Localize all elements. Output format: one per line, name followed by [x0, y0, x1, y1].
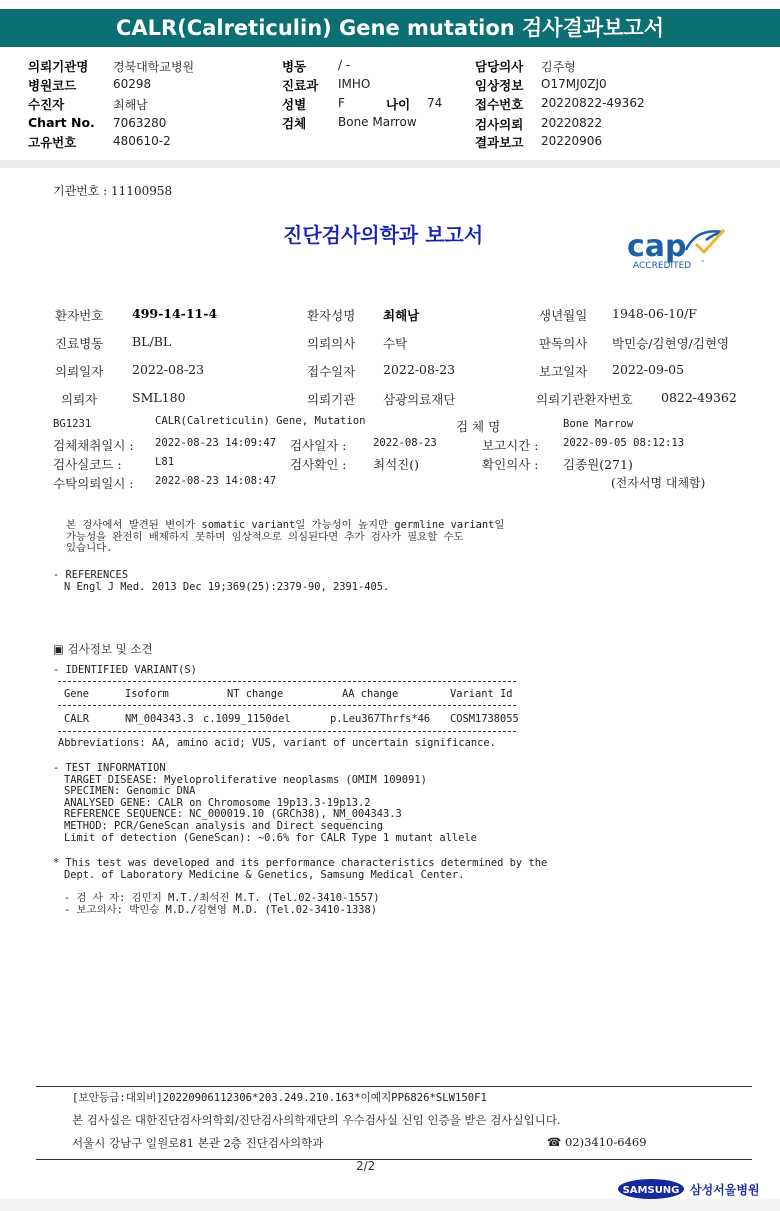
banner-title: CALR(Calreticulin) Gene mutation 검사결과보고서	[115, 16, 665, 40]
ward-label: 병동	[282, 59, 307, 74]
test-information	[53, 763, 477, 844]
cell-aa-change: p.Leu367Thrfs*46	[330, 713, 431, 725]
specimen-name-label: 검 체 명	[456, 419, 501, 434]
page-bottom-strip	[0, 1199, 780, 1211]
req-doctor-value: 수탁	[383, 336, 408, 351]
col-aa-change: AA change	[342, 688, 399, 700]
reading-doctor-value: 박민승/김현영/김현영	[612, 336, 730, 351]
patient-no-value: 499-14-11-4	[132, 306, 218, 321]
cell-isoform: NM_004343.3	[125, 713, 194, 725]
hospital-value: 경북대학교병원	[113, 60, 195, 74]
test-info-line: REFERENCE SEQUENCE: NC_000019.10 (GRCh38), NM_004343.3	[64, 808, 402, 821]
test-info-line: METHOD: PCR/GeneScan analysis and Direct sequencing	[64, 819, 384, 832]
chart-no-value: 7063280	[113, 116, 167, 130]
col-gene: Gene	[64, 688, 90, 700]
cell-gene: CALR	[64, 713, 90, 725]
cell-variant-id: COSM1738055	[450, 713, 519, 725]
test-info-heading: - TEST INFORMATION	[53, 762, 166, 774]
disclaimer	[53, 858, 547, 881]
req-patient-no-label: 의뢰기관환자번호	[536, 392, 633, 407]
ward2-value: BL/BL	[132, 334, 172, 349]
references-block	[53, 570, 389, 593]
report-date-label: 보고일자	[539, 364, 588, 379]
cap-accredited-logo	[626, 226, 726, 274]
address: 서울시 강남구 일원로81 본관 2층 진단검사의학과	[72, 1136, 324, 1150]
table-top-rule	[58, 681, 516, 682]
samsung-logo-kr: 삼성서울병원	[690, 1183, 758, 1197]
req-time-value: 2022-08-23 14:08:47	[155, 475, 277, 487]
birth-value: 1948-06-10/F	[612, 306, 697, 321]
comment-line: 가능성을 완전히 배제하지 못하며 임상적으로 의심된다면 추가 검사가 필요할 수도	[66, 530, 464, 543]
req-patient-no-value: 0822-49362	[661, 390, 737, 405]
test-code: BG1231	[53, 418, 92, 430]
request-date-label: 검사의뢰	[475, 117, 524, 132]
collect-label: 검체채취일시 :	[53, 438, 134, 453]
req-date-label: 의뢰일자	[55, 364, 104, 379]
report-title: 진단검사의학과 보고서	[283, 223, 484, 247]
receipt-no-label: 접수번호	[475, 97, 524, 112]
cap-logo-icon	[626, 226, 726, 274]
dept-value: IMHO	[338, 77, 371, 91]
staff-block	[64, 893, 380, 916]
req-institution-value: 삼광의료재단	[383, 392, 456, 407]
samsung-logo-en: SAMSUNG	[622, 1185, 680, 1196]
ward-value: / -	[338, 58, 351, 72]
header-separator	[0, 160, 780, 168]
disclaimer-line: Dept. of Laboratory Medicine & Genetics, Samsung Medical Center.	[64, 868, 465, 881]
comment-block	[66, 520, 504, 555]
receipt-date-label: 접수일자	[307, 364, 356, 379]
confirm-dr-label: 확인의사 :	[482, 457, 539, 472]
cell-nt-change: c.1099_1150del	[203, 713, 291, 725]
age-value: 74	[427, 96, 443, 110]
institution-number: 기관번호 : 11100958	[53, 184, 173, 198]
sex-label: 성별	[282, 97, 307, 112]
unique-no-value: 480610-2	[113, 134, 171, 148]
dept-label: 진료과	[282, 78, 319, 93]
requester-value: SML180	[132, 390, 186, 405]
test-name: CALR(Calreticulin) Gene, Mutation	[155, 415, 366, 427]
test-info-line: Limit of detection (GeneScan): ~0.6% for CALR Type 1 mutant allele	[64, 831, 477, 844]
req-doctor-label: 의뢰의사	[307, 336, 356, 351]
hospital-code-label: 병원코드	[28, 78, 77, 93]
table-bottom-rule	[58, 731, 516, 732]
specimen-name-value: Bone Marrow	[563, 418, 634, 430]
request-date-value: 20220822	[541, 116, 603, 130]
lab-code-value: L81	[155, 456, 175, 468]
hospital-label: 의뢰기관명	[28, 59, 89, 74]
lab-code-label: 검사실코드 :	[53, 457, 122, 472]
reading-doctor-label: 판독의사	[539, 336, 588, 351]
report-banner	[0, 9, 780, 47]
result-date-value: 20220906	[541, 134, 603, 148]
page-number: 2/2	[356, 1159, 376, 1173]
disclaimer-line: * This test was developed and its performance characteristics determined by the	[53, 857, 548, 869]
cap-logo-tm: ™	[700, 260, 705, 266]
report-time-value: 2022-09-05 08:12:13	[563, 437, 685, 449]
references-heading: - REFERENCES	[53, 569, 129, 581]
ward2-label: 진료병동	[55, 336, 104, 351]
reference-item: N Engl J Med. 2013 Dec 19;369(25):2379-90, 2391-405.	[64, 580, 390, 593]
patient-name-value: 최해남	[383, 308, 420, 323]
req-institution-label: 의뢰기관	[307, 392, 356, 407]
birth-label: 생년월일	[539, 308, 588, 323]
cap-logo-sub: ACCREDITED	[633, 261, 692, 271]
clinical-info-value: O17MJ0ZJ0	[541, 77, 607, 91]
age-label: 나이	[386, 97, 411, 112]
tester-line: - 검 사 자: 김민지 M.T./최석진 M.T. (Tel.02-3410-1557)	[64, 892, 380, 904]
phone: ☎ 02)3410-6469	[547, 1135, 647, 1149]
confirm-dr-value: 김종원(271)	[563, 457, 633, 472]
hospital-code-value: 60298	[113, 77, 152, 91]
receipt-no-value: 20220822-49362	[541, 96, 645, 110]
col-nt-change: NT change	[227, 688, 284, 700]
sex-value: F	[338, 96, 345, 110]
comment-line: 있습니다.	[66, 542, 113, 555]
reporter-line: - 보고의사: 박민승 M.D./김현영 M.D. (Tel.02-3410-1338)	[64, 903, 378, 916]
result-date-label: 결과보고	[475, 135, 524, 150]
doctor-value: 김주형	[541, 60, 576, 74]
test-info-line: ANALYSED GENE: CALR on Chromosome 19p13.3-19p13.2	[64, 796, 371, 809]
test-date-value: 2022-08-23	[373, 437, 437, 449]
certification: 본 검사실은 대한진단검사의학회/진단검사의학재단의 우수검사실 신임 인증을 받은 검사실입니다.	[72, 1113, 561, 1127]
examinee-value: 최해남	[113, 98, 148, 112]
table-header-rule	[58, 705, 516, 706]
req-date-value: 2022-08-23	[132, 362, 205, 377]
report-date-value: 2022-09-05	[612, 362, 685, 377]
cap-logo-word: cap	[627, 229, 687, 264]
section-title: ▣ 검사정보 및 소견	[53, 642, 153, 656]
variants-heading: - IDENTIFIED VARIANT(S)	[53, 664, 197, 676]
abbreviations: Abbreviations: AA, amino acid; VUS, variant of uncertain significance.	[58, 737, 496, 749]
doctor-label: 담당의사	[475, 59, 524, 74]
col-isoform: Isoform	[125, 688, 169, 700]
patient-name-label: 환자성명	[307, 308, 356, 323]
unique-no-label: 고유번호	[28, 135, 77, 150]
req-time-label: 수탁의뢰일시 :	[53, 476, 134, 491]
chart-no-label: Chart No.	[28, 115, 95, 130]
report-time-label: 보고시간 :	[482, 438, 539, 453]
receipt-date-value: 2022-08-23	[383, 362, 456, 377]
specimen-value: Bone Marrow	[338, 115, 417, 129]
examinee-label: 수진자	[28, 97, 65, 112]
specimen-label: 검체	[282, 116, 307, 131]
security-line: [보안등급:대외비]20220906112306*203.249.210.163*이예지PP6826*SLW150F1	[72, 1092, 487, 1104]
clinical-info-label: 임상정보	[475, 78, 524, 93]
col-variant-id: Variant Id	[450, 688, 513, 700]
comment-line: 본 검사에서 발견된 변이가 somatic variant일 가능성이 높지만 germline variant일	[66, 519, 505, 531]
test-info-line: SPECIMEN: Genomic DNA	[64, 785, 196, 798]
confirm-label: 검사확인 :	[290, 457, 347, 472]
patient-no-label: 환자번호	[55, 308, 104, 323]
esign-note: (전자서명 대체함)	[611, 476, 706, 490]
test-info-line: TARGET DISEASE: Myeloproliferative neoplasms (OMIM 109091)	[64, 773, 427, 786]
test-date-label: 검사일자 :	[290, 438, 347, 453]
confirm-value: 최석진()	[373, 457, 419, 472]
collect-value: 2022-08-23 14:09:47	[155, 437, 277, 449]
requester-label: 의뢰자	[61, 392, 98, 407]
